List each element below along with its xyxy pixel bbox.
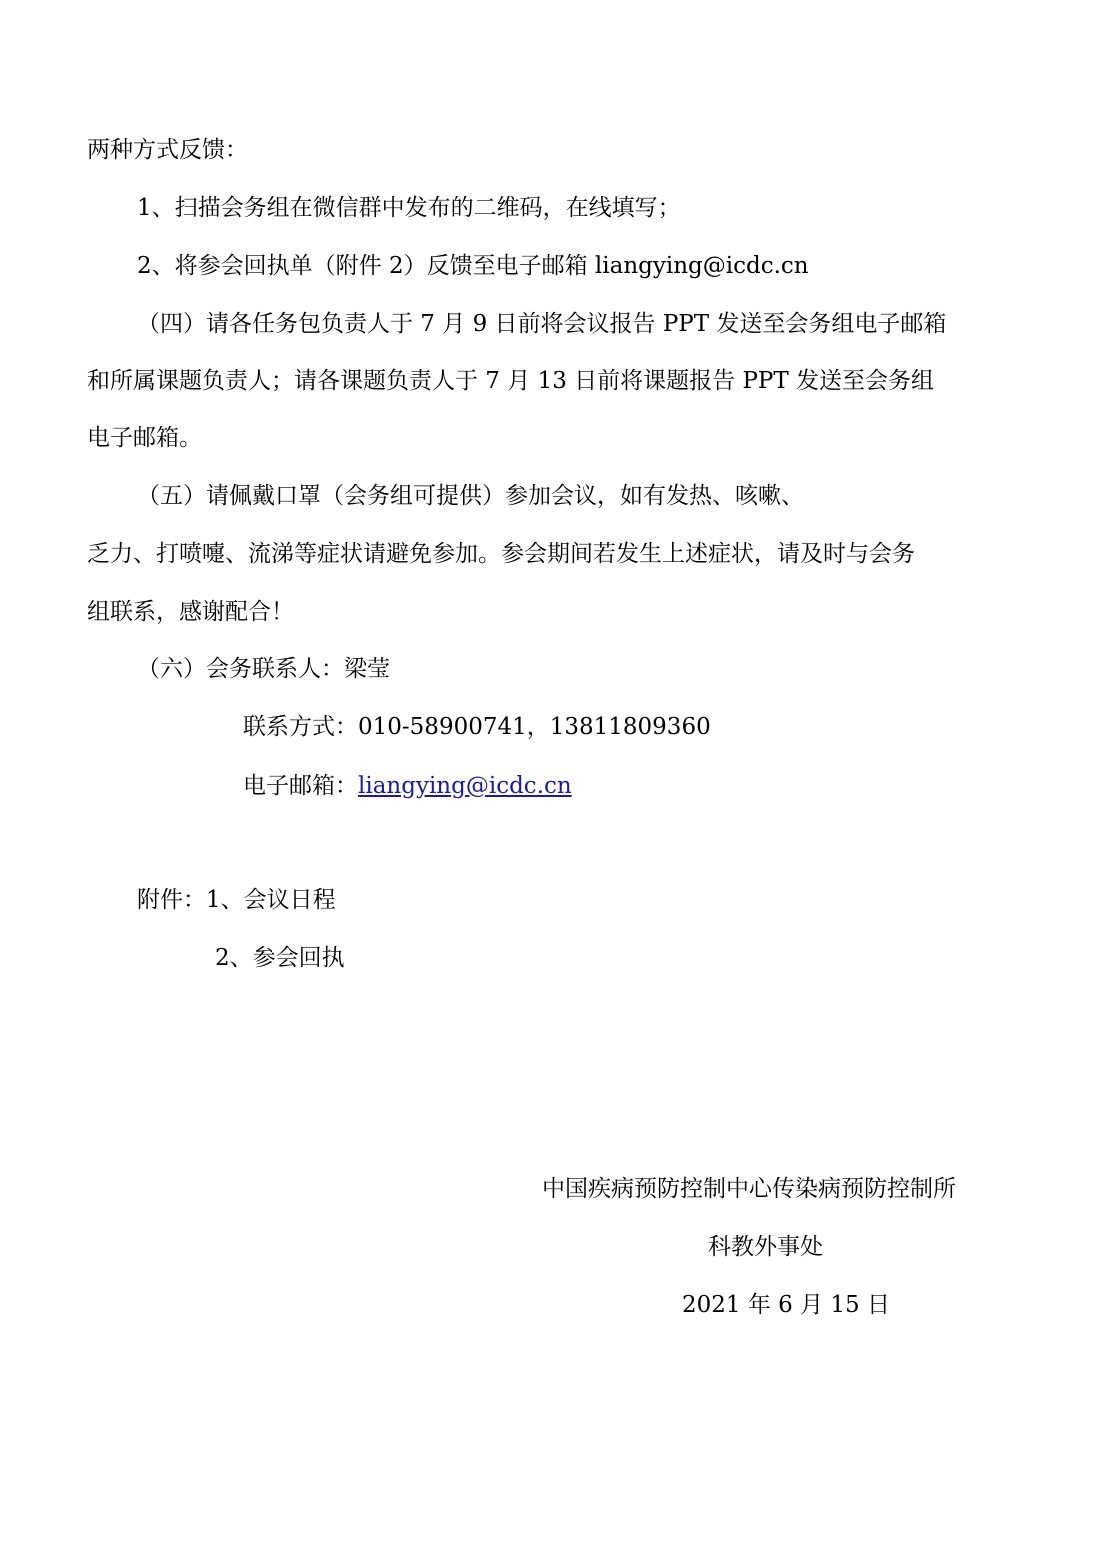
paragraph-item-four-line1: （四）请各任务包负责人于 7 月 9 日前将会议报告 PPT 发送至会务组电子邮箱 — [137, 311, 947, 337]
paragraph-item-five-line3: 组联系，感谢配合！ — [87, 599, 294, 625]
contact-phone-value: 010-58900741，13811809360 — [358, 714, 711, 740]
paragraph-item-four-line3: 电子邮箱。 — [87, 425, 202, 451]
attachment-item-2: 2、参会回执 — [215, 945, 345, 971]
paragraph-item-five-line1: （五）请佩戴口罩（会务组可提供）参加会议，如有发热、咳嗽、 — [137, 483, 804, 509]
contact-email-label: 电子邮箱： — [243, 773, 358, 799]
signature-organization: 中国疾病预防控制中心传染病预防控制所 — [542, 1176, 956, 1202]
attachments-label: 附件： — [137, 887, 206, 913]
attachment-item-1: 1、会议日程 — [206, 887, 336, 913]
contact-email-line — [243, 771, 572, 801]
paragraph-item-four-line2: 和所属课题负责人；请各课题负责人于 7 月 13 日前将课题报告 PPT 发送至会务组 — [87, 368, 935, 394]
paragraph-item-five-line2: 乏力、打喷嚏、流涕等症状请避免参加。参会期间若发生上述症状，请及时与会务 — [87, 541, 915, 567]
paragraph-item-six-contact: （六）会务联系人：梁莹 — [137, 656, 390, 682]
paragraph-qr-code: 1、扫描会务组在微信群中发布的二维码，在线填写； — [137, 195, 681, 221]
contact-phone-line — [243, 712, 711, 742]
paragraph-email-feedback: 2、将参会回执单（附件 2）反馈至电子邮箱 liangying@icdc.cn — [137, 253, 809, 279]
attachments-line-1 — [137, 885, 336, 915]
contact-phone-label: 联系方式： — [243, 714, 358, 740]
signature-date: 2021 年 6 月 15 日 — [682, 1292, 890, 1318]
contact-email-link[interactable]: liangying@icdc.cn — [358, 773, 572, 799]
signature-department: 科教外事处 — [708, 1234, 823, 1260]
paragraph-feedback-methods: 两种方式反馈： — [87, 137, 248, 163]
